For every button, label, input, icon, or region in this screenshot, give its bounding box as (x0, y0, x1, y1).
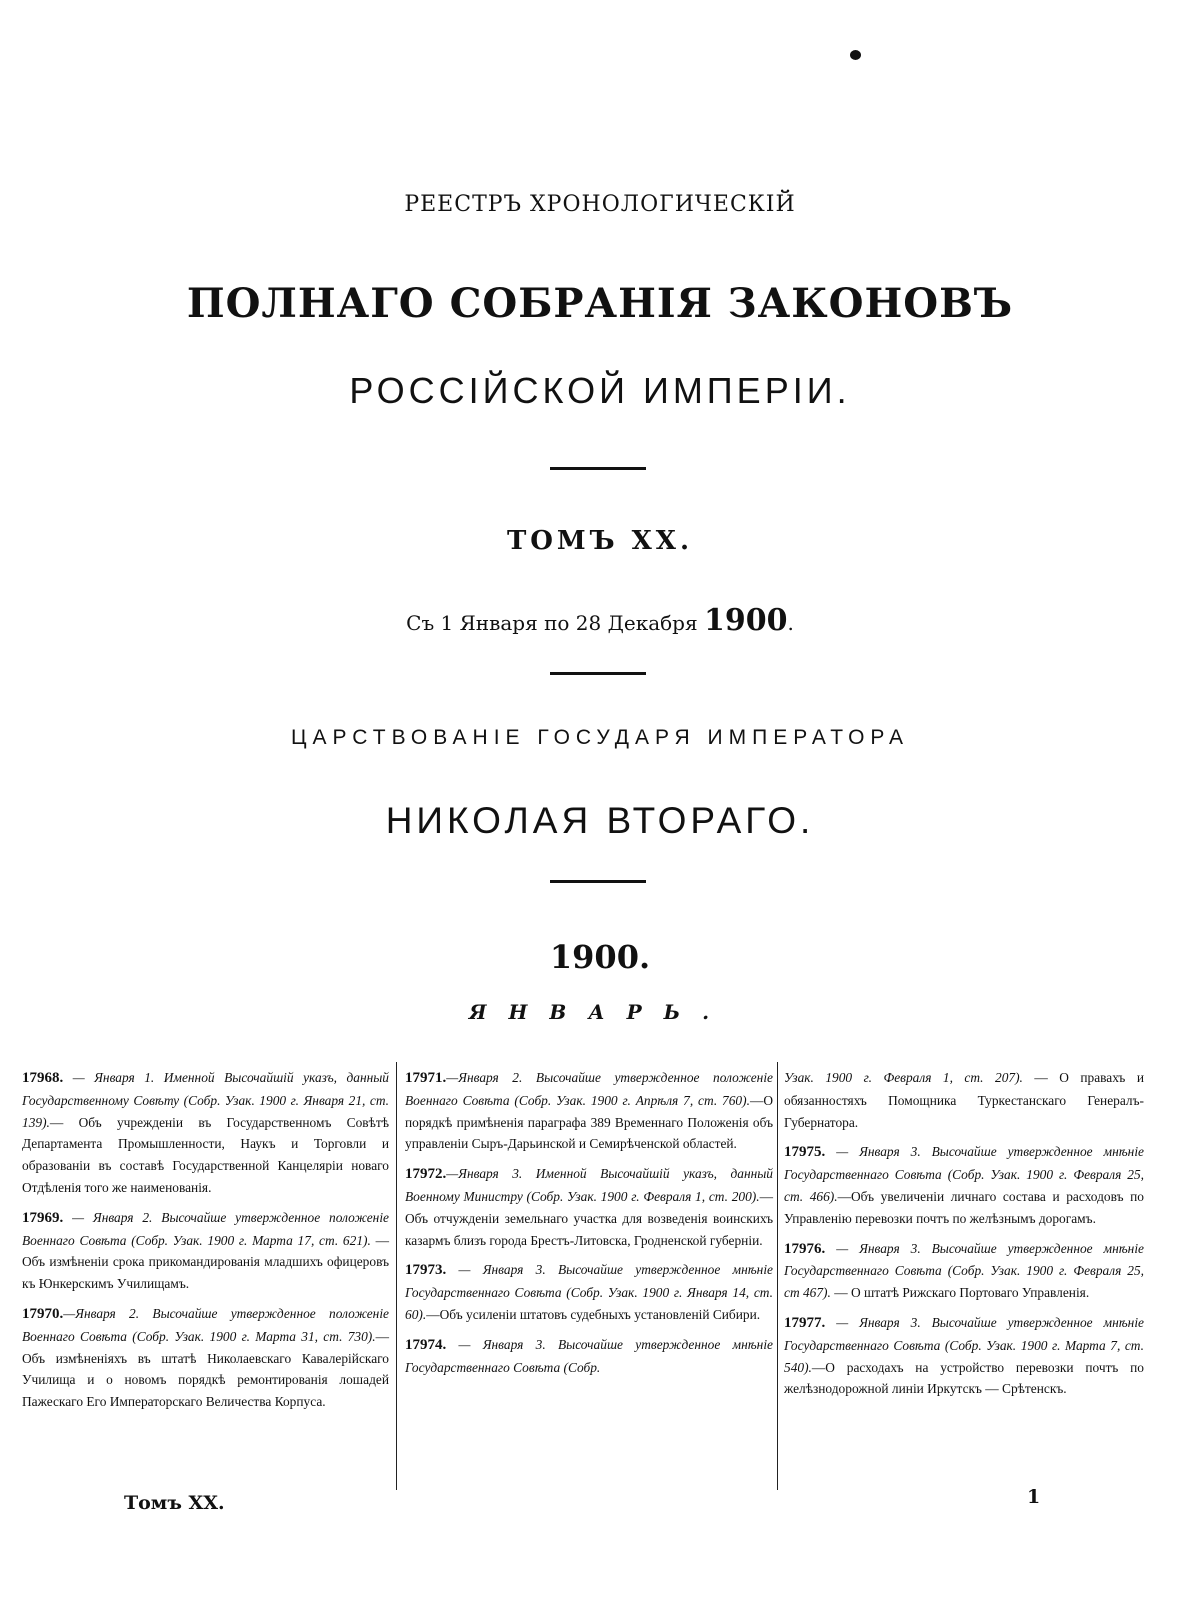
column-separator (396, 1062, 397, 1490)
entry-number: 17975. (784, 1144, 826, 1161)
register-entry (22, 1067, 389, 1199)
register-entry (22, 1303, 389, 1413)
entry-number: 17970. (22, 1305, 64, 1322)
entry-meta: — Января 3. Высочайше утвержденное мнѣніе Государственнаго Совѣта (Собр. Узак. 1900 г. Марта 7, ст. 540). (784, 1314, 1144, 1375)
entry-meta: — Января 3. Высочайше утвержденное мнѣніе Государственнаго Совѣта (Собр. Узак. 1900 г. Января 14, ст. 60). (405, 1262, 773, 1322)
entry-text: — Объ измѣненіи срока прикомандированія младшихъ офицеровъ къ Юнкерскимъ Училищамъ. (22, 1232, 389, 1292)
entry-meta: —Января 2. Высочайше утвержденное положеніе Военнаго Совѣта (Собр. Узак. 1900 г. Марта 31, ст. 730). (22, 1305, 389, 1344)
register-entry (784, 1141, 1144, 1229)
entry-meta: — Января 1. Именной Высочайшій указъ, данный Государственному Совѣту (Собр. Узак. 1900 г. Января 21, ст. 139). (22, 1070, 389, 1130)
register-entry (784, 1312, 1144, 1400)
register-entry (405, 1163, 773, 1251)
entry-number: 17972. (405, 1166, 447, 1183)
entry-meta: — Января 3. Высочайше утвержденное мнѣніе Государственнаго Совѣта (Собр. Узак. 1900 г. Февраля 25, ст 467). (784, 1240, 1144, 1301)
entry-text: —Объ измѣненіяхъ въ штатѣ Николаевскаго Кавалерійскаго Училища и о новомъ порядкѣ ремонтированія лошадей Пажескаго Его Императорскаго Величества Корпуса. (22, 1328, 389, 1410)
entry-number: 17973. (405, 1262, 447, 1279)
entry-text: —О порядкѣ примѣненія параграфа 389 Временнаго Положенія объ управленіи Сыръ-Дарьинской и Семирѣченской областей. (405, 1092, 773, 1152)
register-entry (784, 1238, 1144, 1304)
collection-title: ПОЛНАГО СОБРАНІЯ ЗАКОНОВЪ (186, 280, 1014, 327)
volume-title: ТОМЪ XX. (506, 526, 694, 556)
entry-number: 17969. (22, 1209, 64, 1226)
register-entry (405, 1259, 773, 1325)
entry-text: — О штатѣ Рижскаго Портоваго Управленія. (830, 1285, 1090, 1301)
volume-signature: Томъ XX. (124, 1492, 225, 1514)
column-1 (22, 1067, 389, 1421)
ink-blot (850, 50, 861, 60)
period-text: Съ 1 Января по 28 Декабря (406, 611, 698, 635)
emperor-name: НИКОЛАЯ ВТОРАГО. (385, 800, 815, 841)
entry-text: —Объ отчужденіи земельнаго участка для возведенія воинскихъ казармъ близъ города Брестъ-Литовска, Гродненской губерніи. (405, 1188, 773, 1248)
entry-meta: —Января 2. Высочайше утвержденное положеніе Военнаго Совѣта (Собр. Узак. 1900 г. Апрѣля 7, ст. 760). (405, 1070, 773, 1108)
divider-rule (550, 467, 646, 470)
reign-title: ЦАРСТВОВАНІЕ ГОСУДАРЯ ИМПЕРАТОРА (290, 726, 910, 749)
period-year: 1900 (703, 603, 788, 638)
entry-meta: Узак. 1900 г. Февраля 1, ст. 207). (784, 1070, 1023, 1085)
entry-text: — Объ учрежденіи въ Государственномъ Совѣтѣ Департамента Промышленности, Наукъ и Торговли и образованіи въ составѣ Государственной Канцеляріи новаго Отдѣленія того же наименованія. (22, 1114, 389, 1195)
column-2 (405, 1067, 773, 1386)
column-separator (777, 1062, 778, 1490)
entry-meta: — Января 2. Высочайше утвержденное положеніе Военнаго Совѣта (Собр. Узак. 1900 г. Марта 17, ст. 621). (22, 1209, 389, 1248)
entry-text: — О правахъ и обязанностяхъ Помощника Туркестанскаго Генералъ-Губернатора. (784, 1070, 1144, 1130)
entry-number: 17968. (22, 1070, 64, 1086)
page-number: 1 (1027, 1486, 1041, 1508)
divider-rule (550, 672, 646, 675)
entry-number: 17971. (405, 1070, 447, 1086)
entry-number: 17977. (784, 1314, 826, 1331)
entry-meta: — Января 3. Высочайше утвержденное мнѣніе Государственнаго Совѣта (Собр. Узак. 1900 г. Февраля 25, ст. 466). (784, 1144, 1144, 1204)
entry-text: —Объ усиленіи штатовъ судебныхъ установленій Сибири. (426, 1306, 761, 1322)
entry-text: —О расходахъ на устройство перевозки почтъ по желѣзнодорожной линіи Иркутскъ — Срѣтенскъ. (784, 1359, 1144, 1397)
entry-meta: — Января 3. Высочайше утвержденное мнѣніе Государственнаго Совѣта (Собр. (405, 1336, 773, 1375)
register-entry (405, 1067, 773, 1155)
divider-rule (550, 880, 646, 883)
entry-meta: —Января 3. Именной Высочайшій указъ, данный Военному Министру (Собр. Узак. 1900 г. Февраля 1, ст. 200). (405, 1166, 773, 1204)
entry-text: —Объ увеличеніи личнаго состава и расходовъ по Управленію перевозки почтъ по желѣзнымъ дорогамъ. (784, 1188, 1144, 1226)
register-entry (405, 1334, 773, 1379)
entry-number: 17974. (405, 1336, 447, 1353)
column-3 (784, 1067, 1144, 1408)
empire-title: РОССІЙСКОЙ ИМПЕРІИ. (349, 370, 851, 411)
register-title: РЕЕСТРЪ ХРОНОЛОГИЧЕСКІЙ (404, 192, 796, 217)
register-entry (784, 1067, 1144, 1133)
entry-number: 17976. (784, 1240, 826, 1257)
register-entry (22, 1207, 389, 1295)
period-line: Съ 1 Января по 28 Декабря 1900. (406, 603, 794, 638)
month-heading: ЯНВАРЬ. (468, 1000, 732, 1024)
year-heading: 1900. (549, 938, 651, 976)
